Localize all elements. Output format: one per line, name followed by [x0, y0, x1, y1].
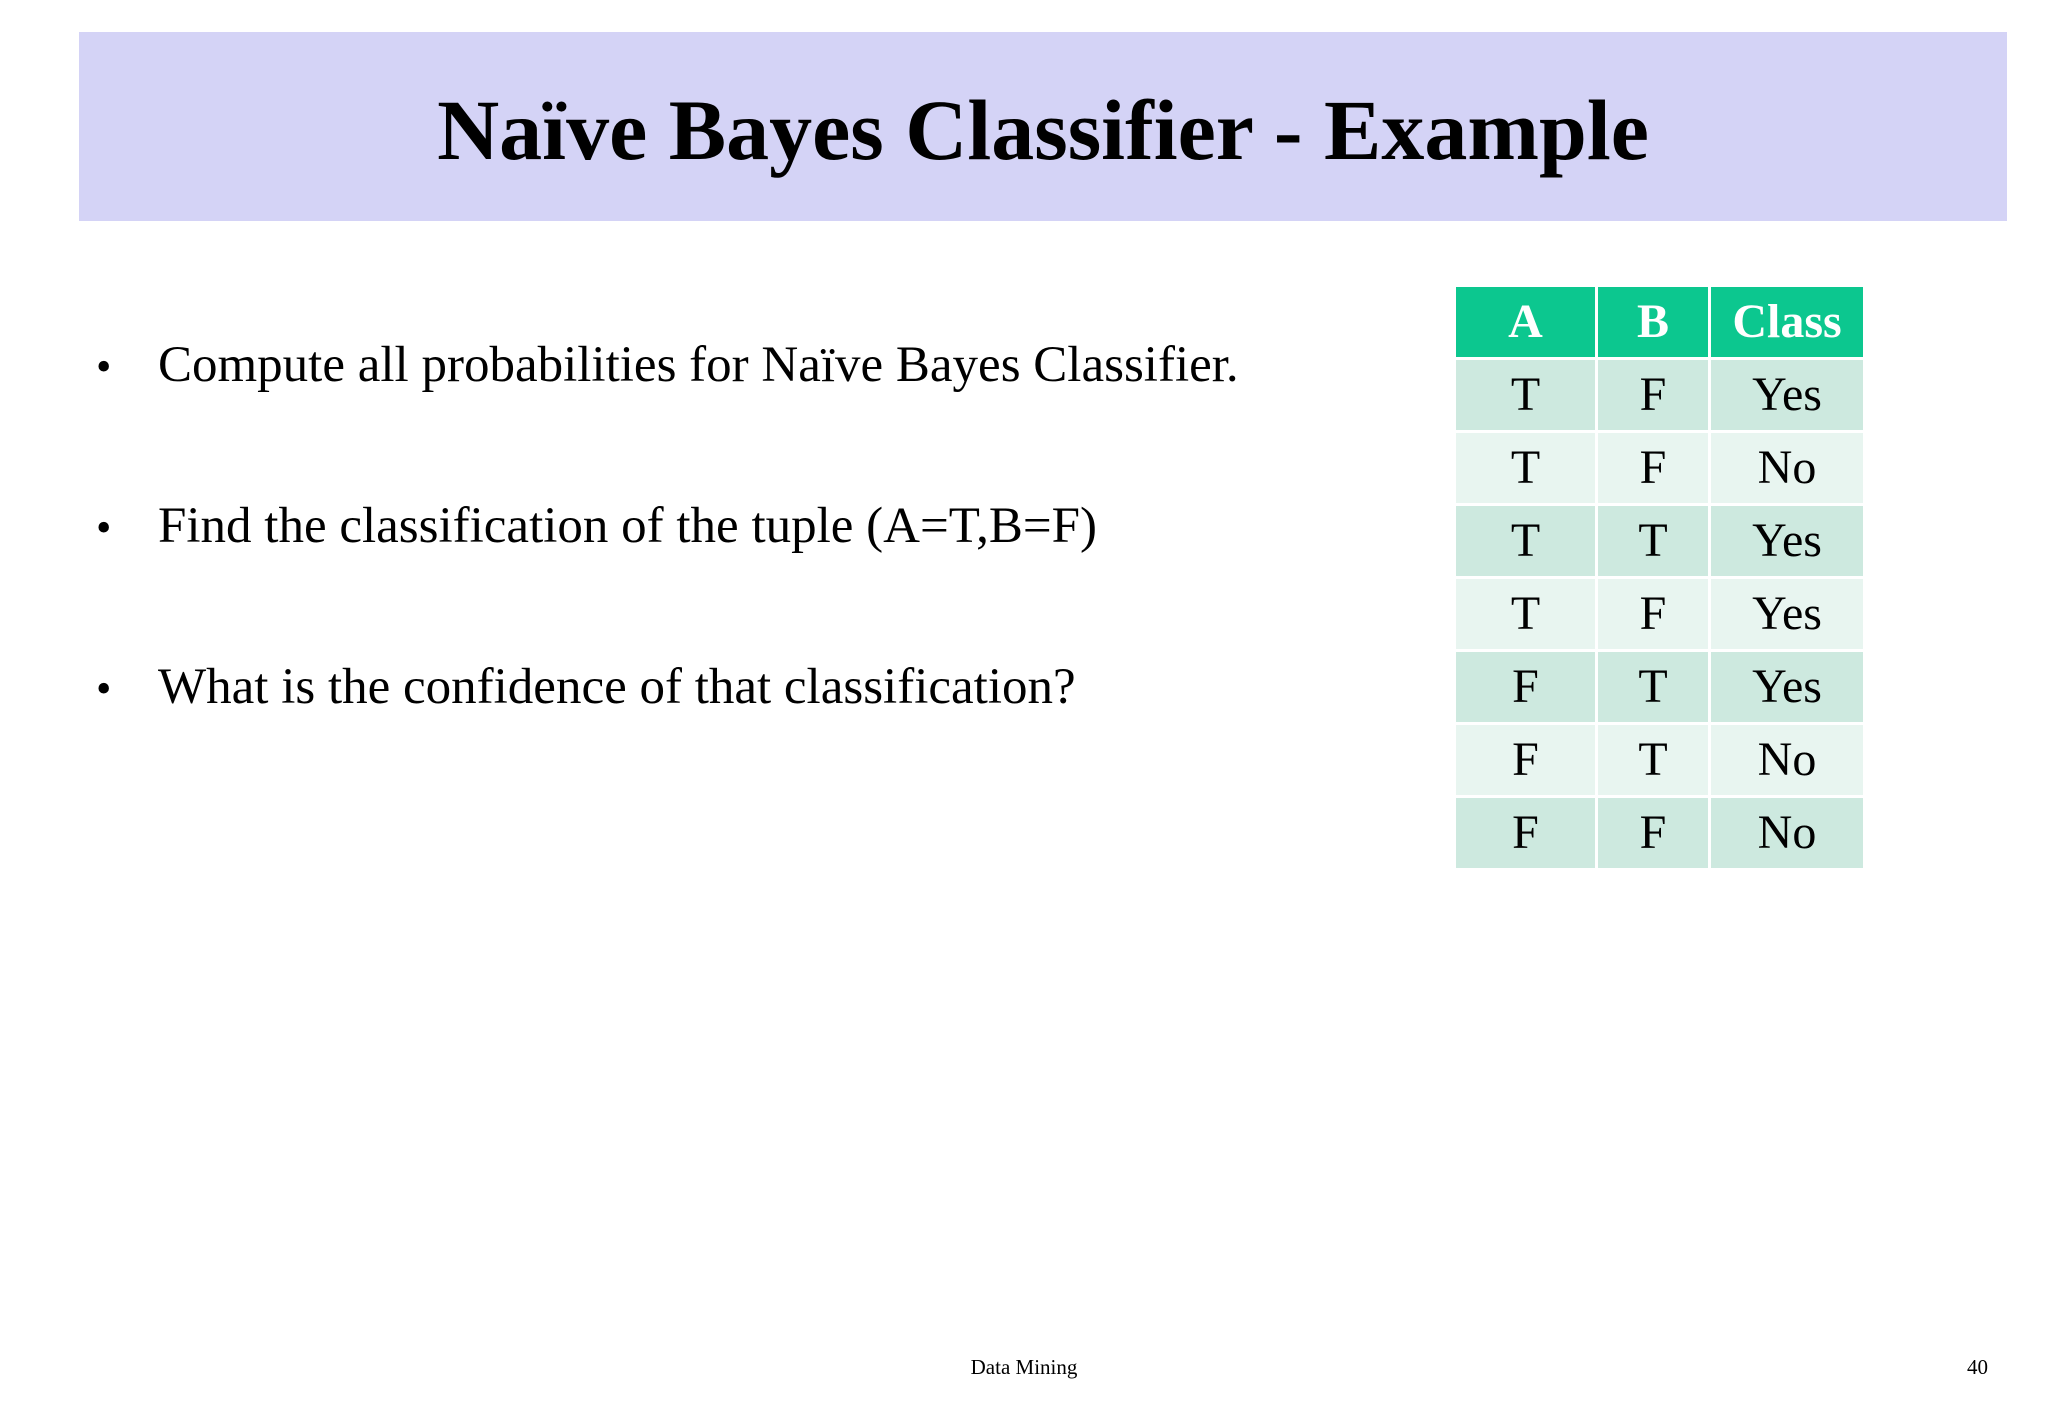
bullet-marker: •	[96, 503, 112, 552]
bullet-item	[96, 336, 1396, 497]
cell-a: T	[1455, 432, 1597, 505]
header-b: B	[1597, 286, 1710, 359]
bullet-marker: •	[96, 664, 112, 713]
header-class: Class	[1710, 286, 1865, 359]
bullet-text: What is the confidence of that classification?	[158, 659, 1076, 715]
cell-b: F	[1597, 432, 1710, 505]
bullet-list	[96, 336, 1396, 819]
bullet-item	[96, 497, 1396, 658]
table-row	[1455, 797, 1865, 870]
cell-a: F	[1455, 724, 1597, 797]
table-header-row	[1455, 286, 1865, 359]
cell-class: No	[1710, 432, 1865, 505]
bullet-text: Compute all probabilities for Naïve Bayes Classifier.	[158, 337, 1239, 393]
slide-title: Naïve Bayes Classifier - Example	[437, 81, 1649, 178]
bullet-text: Find the classification of the tuple (A=T,B=F)	[158, 498, 1097, 554]
cell-class: Yes	[1710, 578, 1865, 651]
bullet-item	[96, 658, 1396, 819]
cell-b: T	[1597, 505, 1710, 578]
cell-a: T	[1455, 578, 1597, 651]
table-row	[1455, 359, 1865, 432]
cell-class: No	[1710, 797, 1865, 870]
title-banner	[79, 32, 2007, 221]
footer-label: Data Mining	[970, 1355, 1078, 1379]
table-row	[1455, 432, 1865, 505]
cell-a: F	[1455, 651, 1597, 724]
cell-b: F	[1597, 797, 1710, 870]
cell-class: Yes	[1710, 359, 1865, 432]
cell-b: T	[1597, 651, 1710, 724]
cell-class: Yes	[1710, 651, 1865, 724]
cell-b: T	[1597, 724, 1710, 797]
table-row	[1455, 724, 1865, 797]
bullet-marker: •	[96, 342, 112, 391]
training-data-table	[1453, 284, 1866, 871]
cell-a: T	[1455, 505, 1597, 578]
table-row	[1455, 651, 1865, 724]
page-number: 40	[1967, 1355, 1988, 1379]
cell-b: F	[1597, 359, 1710, 432]
table-row	[1455, 505, 1865, 578]
cell-a: T	[1455, 359, 1597, 432]
cell-class: No	[1710, 724, 1865, 797]
cell-a: F	[1455, 797, 1597, 870]
cell-b: F	[1597, 578, 1710, 651]
table-row	[1455, 578, 1865, 651]
header-a: A	[1455, 286, 1597, 359]
cell-class: Yes	[1710, 505, 1865, 578]
